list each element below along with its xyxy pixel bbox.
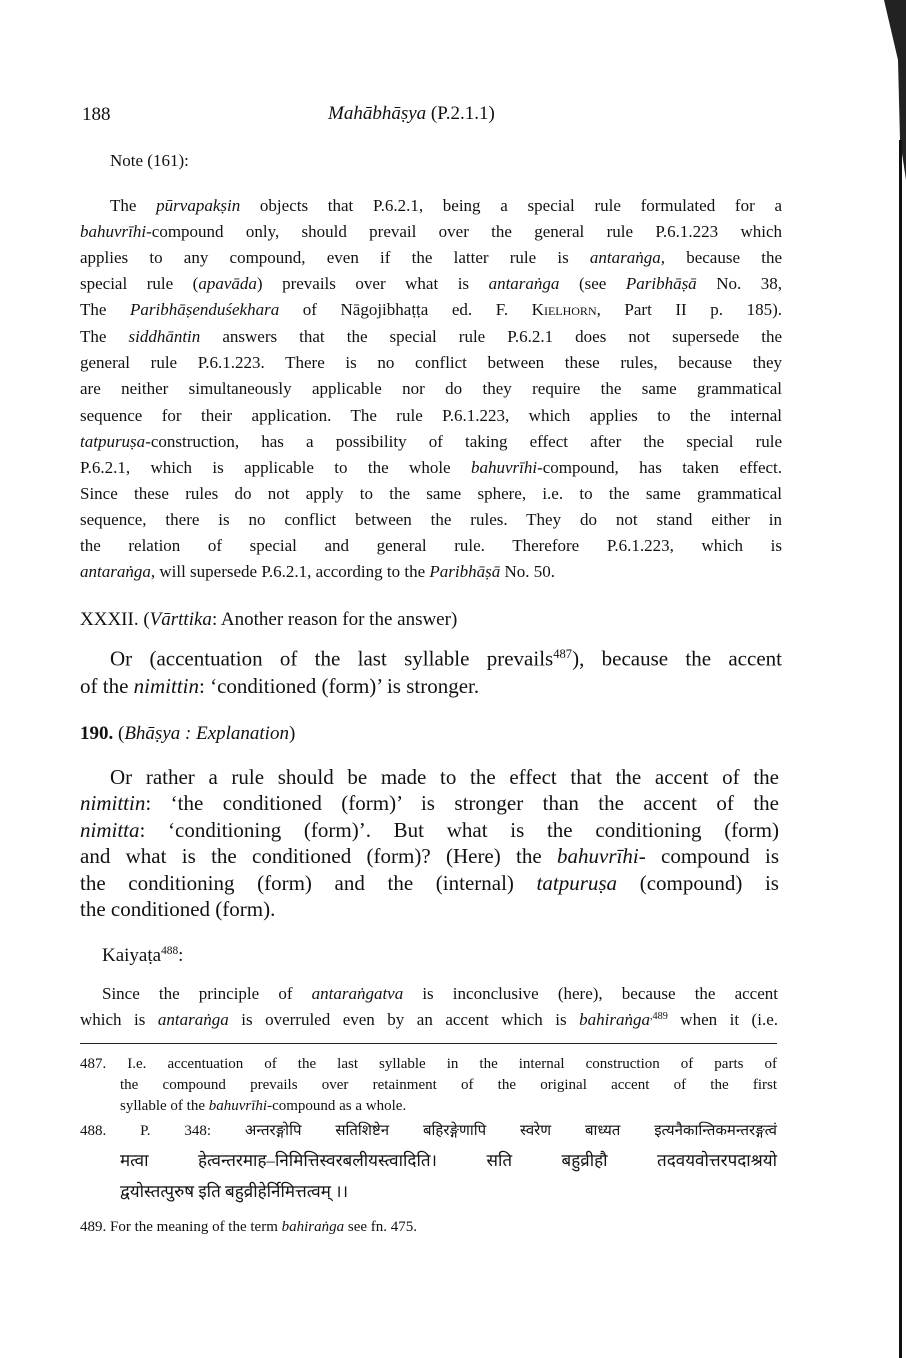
footnote-reference: 487 (553, 647, 573, 661)
text-segment: answers that the special rule P.6.2.1 does not supersede the (200, 327, 783, 346)
footnote-488-line (120, 1183, 348, 1200)
text-segment: special rule ( (80, 274, 199, 293)
text-segment: Or (accentuation of the last syllable prevails (110, 646, 554, 671)
text-segment: Since these rules do not apply to the same sphere, i.e. to the same grammatical (80, 484, 782, 503)
paragraph-line (80, 354, 782, 371)
text-segment: is overruled even by an accent which is (228, 1010, 580, 1029)
text-segment: the conditioned (form). (80, 897, 276, 921)
text-segment: nimittin (80, 791, 146, 815)
paragraph-line (80, 537, 782, 554)
text-segment: No. 50. (500, 562, 556, 581)
commentary-heading (102, 946, 183, 965)
paragraph-line (80, 275, 782, 292)
text-segment: is inconclusive (here), because the accent (403, 984, 778, 1003)
text-segment: antaraṅgatva (311, 984, 404, 1003)
text-segment: Paribhāṣā (625, 274, 697, 293)
paragraph-line (80, 511, 782, 528)
text-segment: : (178, 945, 184, 966)
running-title-ref: (P.2.1.1) (430, 103, 495, 124)
text-segment: Vārttika (149, 609, 212, 630)
text-segment: Bhāṣya : Explanation (124, 723, 289, 744)
section-heading-bhasya (80, 724, 295, 743)
translation-line (80, 873, 779, 894)
text-segment: sequence for their application. The rule P.6.1.223, which applies to the internal (80, 406, 782, 425)
page-number: 188 (82, 104, 111, 125)
text-segment: the conditioning (form) and the (internal) (80, 871, 537, 895)
text-segment: Since the principle of (102, 984, 312, 1003)
text-segment: - compound is (638, 844, 779, 868)
text-segment: antaraṅga (80, 562, 151, 581)
text-segment: Kielhorn (531, 300, 597, 319)
text-segment: ( (113, 723, 125, 744)
text-segment: and what is the conditioned (form)? (Here) the (80, 844, 558, 868)
text-segment: द्वयोस्तत्पुरुष इति बहुव्रीहेर्निमित्तत्वम् ।। (120, 1182, 349, 1201)
commentary-line (80, 1011, 778, 1028)
text-segment: मत्वा हेत्वन्तरमाह–निमित्तिस्वरबलीयस्त्वादिति। सति बहुव्रीहौ तदवयवोत्तरपदाश्रयो (120, 1151, 777, 1170)
text-segment: apavāda (198, 274, 257, 293)
text-segment: which is (80, 1010, 158, 1029)
text-segment: the relation of special and general rule. Therefore P.6.1.223, which is (80, 536, 782, 555)
text-segment: bahuvrīhi (557, 844, 639, 868)
text-segment: nimittin (133, 674, 199, 698)
text-segment: the compound prevails over retainment of the original accent of the first (120, 1077, 777, 1093)
text-segment: (see (559, 274, 626, 293)
text-segment: Or rather a rule should be made to the effect that the accent of the (110, 765, 779, 789)
text-segment: pūrvapakṣin (156, 196, 241, 215)
text-segment: bahuvrīhi (208, 1098, 268, 1114)
text-segment: -compound only, should prevail over the general rule P.6.1.223 which (146, 222, 782, 241)
text-segment: siddhāntin (128, 327, 201, 346)
text-segment: Note (161): (110, 151, 189, 170)
text-segment: tatpuruṣa (536, 871, 618, 895)
text-segment: The (110, 196, 157, 215)
text-segment: 487. I.e. accentuation of the last syllable in the internal construction of parts of (80, 1056, 777, 1072)
footnote-489 (80, 1220, 417, 1235)
paragraph-line (80, 485, 782, 502)
paragraph-line (80, 249, 782, 266)
paragraph-line (80, 563, 555, 580)
text-segment: applies to any compound, even if the latter rule is (80, 248, 590, 267)
translation-line (110, 648, 782, 670)
paragraph-line (80, 459, 782, 476)
paragraph-line (80, 380, 782, 397)
translation-line (80, 820, 779, 841)
text-segment: antaraṅga (589, 248, 661, 267)
text-segment: : Another reason for the answer) (211, 609, 458, 630)
text-segment: of Nāgojibhaṭṭa ed. F. (279, 300, 532, 319)
running-title-work: Mahābhāṣya (328, 103, 427, 124)
text-segment: objects that P.6.2.1, being a special rule formulated for a (240, 196, 782, 215)
paragraph-line (80, 433, 782, 450)
text-segment: Paribhāṣenduśekhara (130, 300, 280, 319)
text-segment: , will supersede P.6.2.1, according to the (150, 562, 430, 581)
footnote-reference: ,489 (649, 1010, 668, 1022)
text-segment: No. 38, (696, 274, 783, 293)
scan-edge-shadow (870, 0, 906, 1358)
text-segment: general rule P.6.1.223. There is no conflict between these rules, because they (80, 353, 782, 372)
text-segment: of the (80, 674, 134, 698)
footnote-487-line (80, 1057, 777, 1072)
translation-line (80, 846, 779, 867)
text-segment: P.6.2.1, which is applicable to the whole (80, 458, 471, 477)
text-segment: Kaiyaṭa (102, 945, 162, 966)
text-segment: (compound) is (617, 871, 779, 895)
text-segment: Paribhāṣā (429, 562, 501, 581)
text-segment: bahiraṅga (579, 1010, 650, 1029)
translation-line (80, 899, 275, 920)
text-segment: bahuvrīhi (80, 222, 147, 241)
text-segment: The (80, 327, 129, 346)
paragraph-line (110, 197, 782, 214)
text-segment: The (80, 300, 130, 319)
text-segment: syllable of the (120, 1098, 209, 1114)
commentary-line (102, 985, 778, 1002)
text-segment: -compound as a whole. (267, 1098, 407, 1114)
footnote-487-line (120, 1078, 777, 1093)
text-segment: 488. P. 348: अन्तरङ्गोपि सतिशिष्टेन बहिरङ्गेणापि स्वरेण बाध्यत इत्यनैकान्तिकमन्तरङ्गत्वं (80, 1123, 777, 1139)
text-segment: are neither simultaneously applicable nor do they require the same grammatical (80, 379, 782, 398)
footnote-488-line (80, 1124, 777, 1139)
footnote-488-line (120, 1152, 777, 1169)
text-segment: XXXII. ( (80, 609, 150, 630)
text-segment: : ‘conditioned (form)’ is stronger. (199, 674, 480, 698)
footnote-reference: 488 (161, 945, 179, 958)
text-segment: antaraṅga (157, 1010, 229, 1029)
text-segment: tatpuruṣa (80, 432, 146, 451)
text-segment: : ‘conditioning (form)’. But what is the conditioning (form) (139, 818, 779, 842)
text-segment: nimitta (80, 818, 140, 842)
note-heading (110, 152, 189, 169)
footnote-487-line (120, 1099, 406, 1114)
paragraph-line (80, 407, 782, 424)
translation-line (110, 767, 779, 788)
translation-line (80, 676, 479, 697)
footnote-separator (80, 1043, 777, 1044)
text-segment: bahuvrīhi (470, 458, 538, 477)
text-segment: see fn. 475. (344, 1219, 418, 1235)
running-title (328, 104, 495, 123)
paragraph-line (80, 301, 782, 318)
text-segment: , because the (660, 248, 782, 267)
text-segment: ), because the accent (572, 646, 782, 671)
text-segment: ) (288, 723, 296, 744)
paragraph-line (80, 223, 782, 240)
text-segment: -construction, has a possibility of taking effect after the special rule (145, 432, 782, 451)
text-segment: bahiraṅga (281, 1219, 345, 1235)
paragraph-line (80, 328, 782, 345)
text-segment: , Part II p. 185). (596, 300, 782, 319)
section-heading-vartika (80, 610, 457, 629)
translation-line (80, 793, 779, 814)
text-segment: 190. (80, 723, 114, 744)
text-segment: sequence, there is no conflict between the rules. They do not stand either in (80, 510, 782, 529)
text-segment: when it (i.e. (667, 1010, 778, 1029)
text-segment: -compound, has taken effect. (537, 458, 783, 477)
text-segment: 489. For the meaning of the term (80, 1219, 282, 1235)
text-segment: antaraṅga (488, 274, 560, 293)
text-segment: : ‘the conditioned (form)’ is stronger than the accent of the (145, 791, 779, 815)
text-segment: ) prevails over what is (256, 274, 489, 293)
